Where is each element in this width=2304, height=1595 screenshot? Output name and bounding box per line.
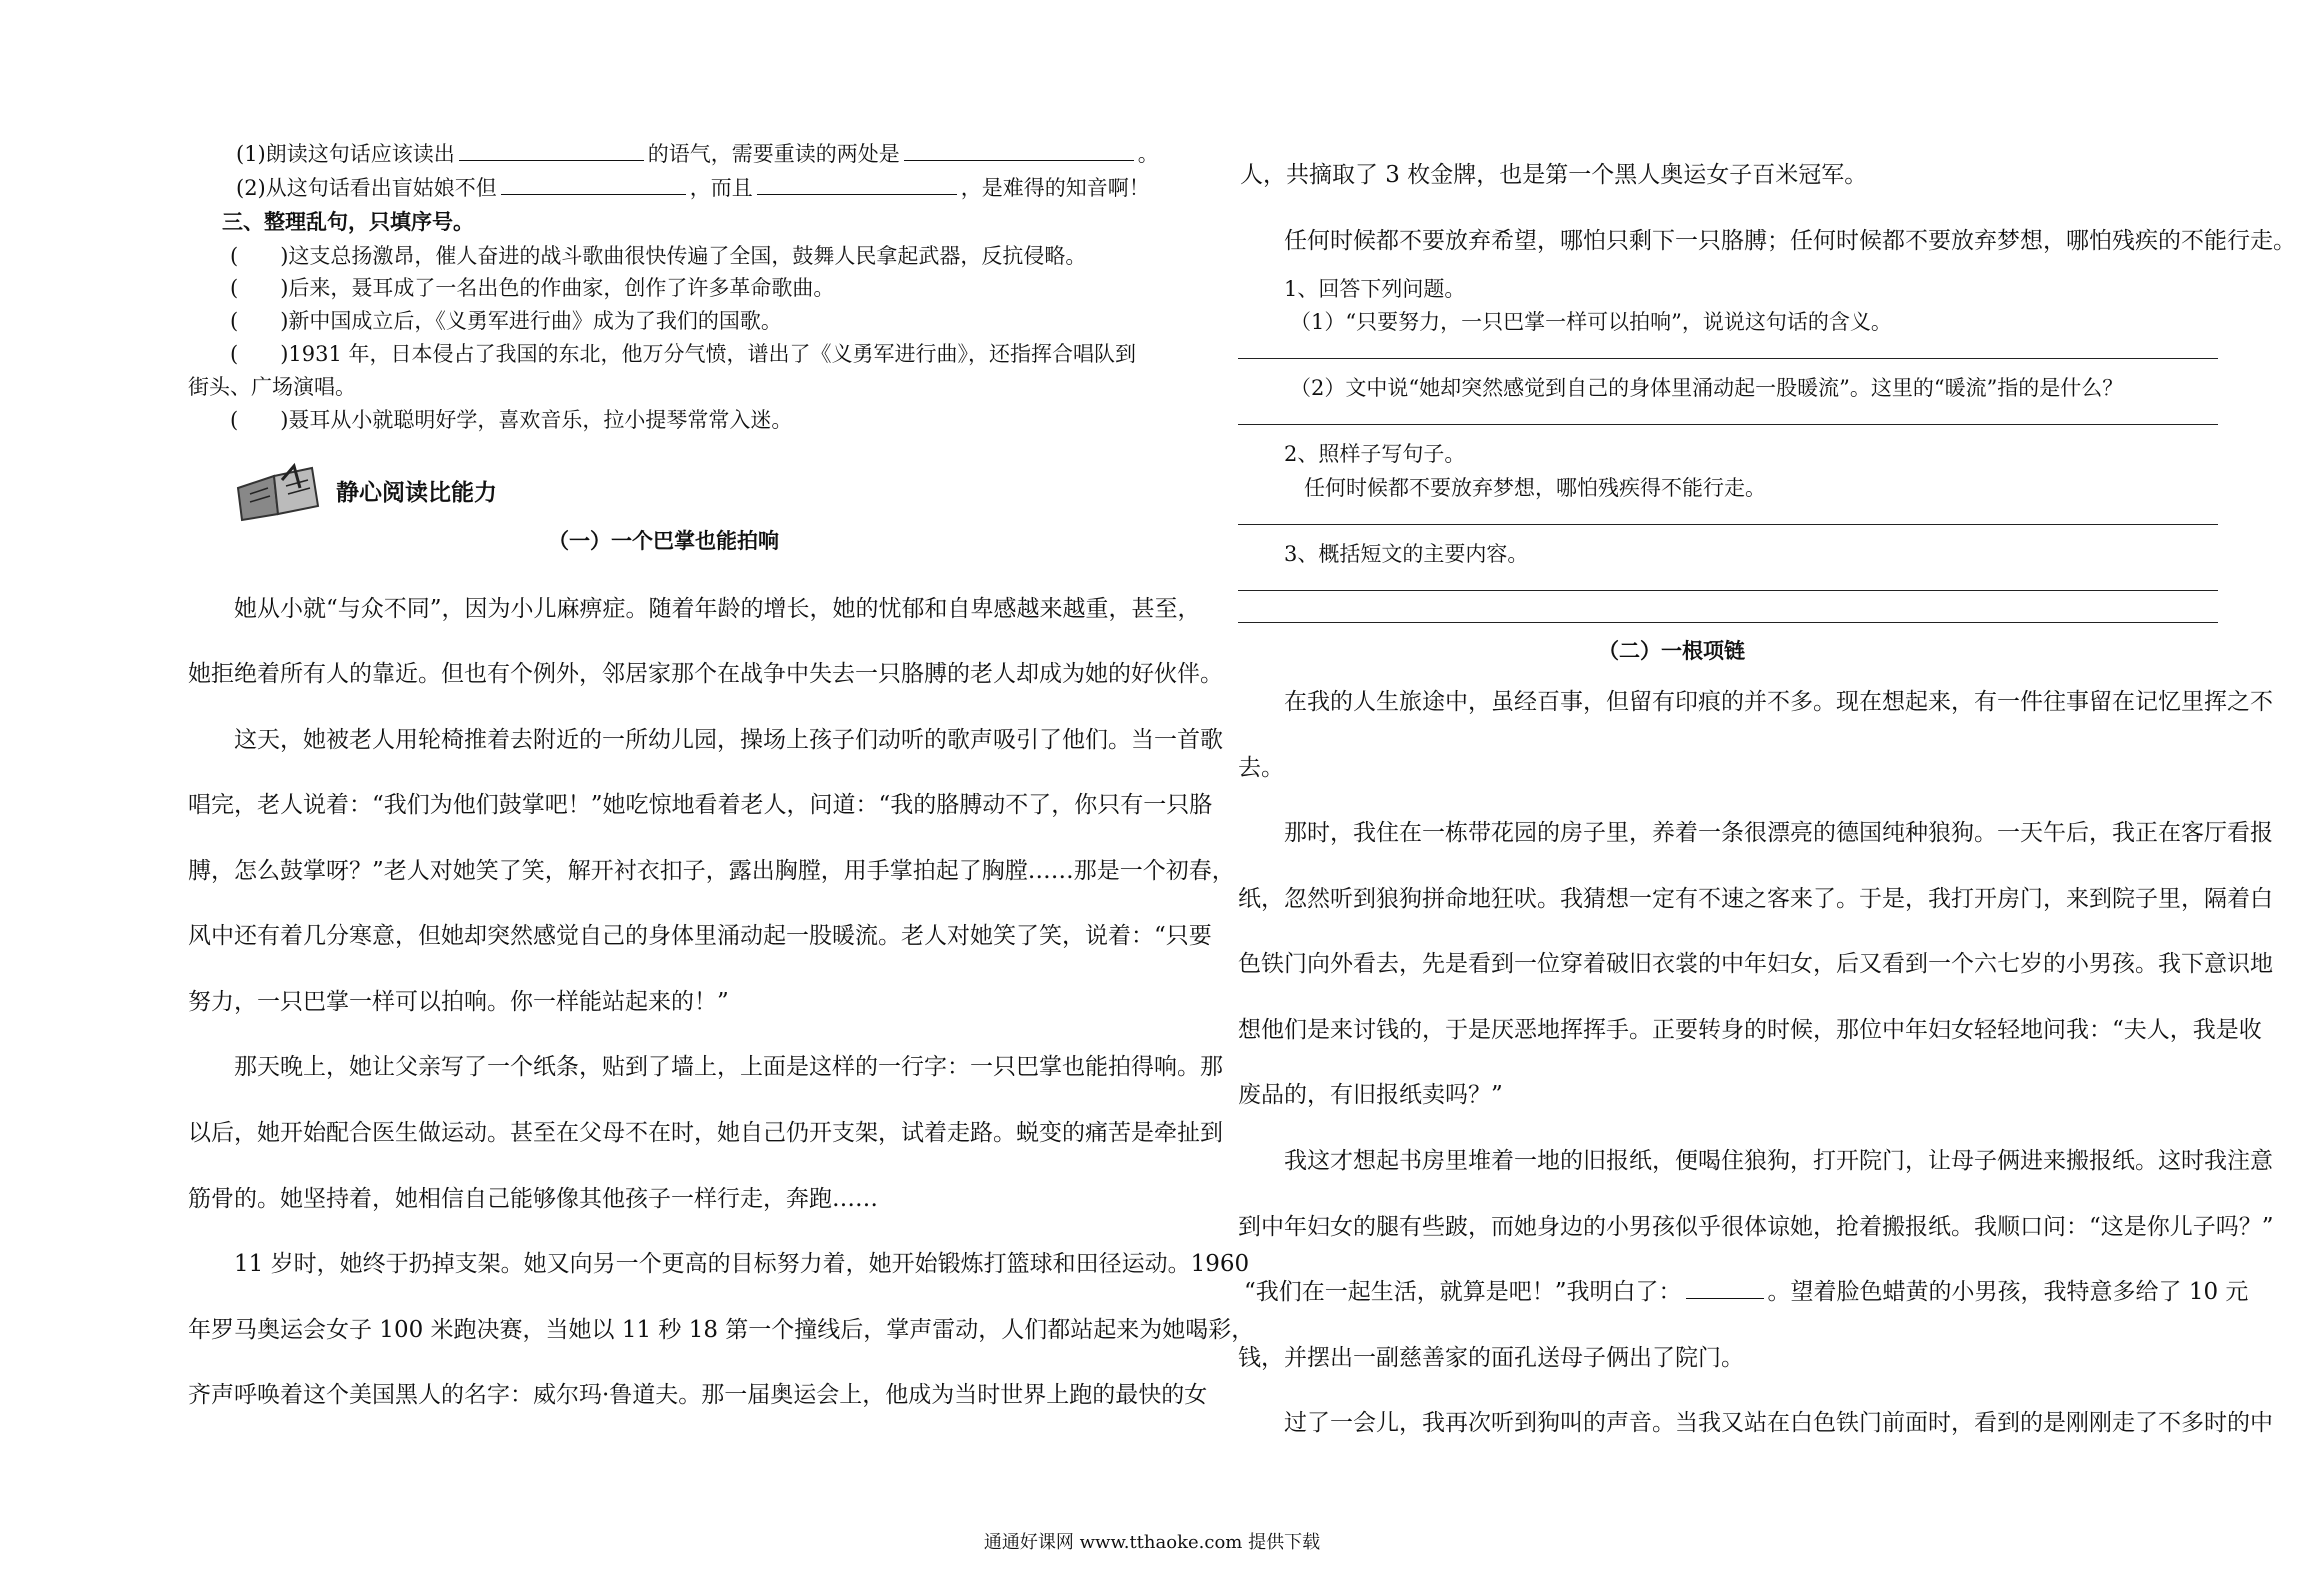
story-2-line: 那时，我住在一栋带花园的房子里，养着一条很漂亮的德国纯种狼狗。一天午后，我正在客厅看报 xyxy=(1284,820,2273,846)
story-2-line: 在我的人生旅途中，虽经百事，但留有印痕的并不多。现在想起来，有一件往事留在记忆里挥之不 xyxy=(1284,689,2273,715)
story-1-line: 那天晚上，她让父亲写了一个纸条，贴到了墙上，上面是这样的一行字：一只巴掌也能拍得响。那 xyxy=(234,1054,1223,1080)
question-text: 。 xyxy=(1137,142,1159,166)
answer-line[interactable] xyxy=(1238,424,2218,425)
order-item: ( )这支总扬激昂，催人奋进的战斗歌曲很快传遍了全国，鼓舞人民拿起武器，反抗侵略。 xyxy=(230,244,1087,268)
story-1-moral: 任何时候都不要放弃希望，哪怕只剩下一只胳膊；任何时候都不要放弃梦想，哪怕残疾的不能行走。 xyxy=(1284,228,2296,254)
question-text: ，是难得的知音啊！ xyxy=(960,176,1150,200)
story-1-line: 唱完，老人说着：“我们为他们鼓掌吧！”她吃惊地看着老人，问道：“我的胳膊动不了，你只有一只胳 xyxy=(188,792,1213,818)
story-2-text: 。望着脸色蜡黄的小男孩，我特意多给了 10 元 xyxy=(1767,1279,2249,1305)
story-1-line: 她从小就“与众不同”，因为小儿麻痹症。随着年龄的增长，她的忧郁和自卑感越来越重，甚至， xyxy=(234,596,1201,622)
answer-blank[interactable] xyxy=(1686,1278,1764,1299)
question-1 xyxy=(236,138,1159,168)
story-2-line: 纸，忽然听到狼狗拼命地狂吠。我猜想一定有不速之客来了。于是，我打开房门，来到院子里，隔着白 xyxy=(1238,886,2273,912)
section-3-title: 三、整理乱句，只填序号。 xyxy=(222,209,474,234)
story-2-line: 到中年妇女的腿有些跛，而她身边的小男孩似乎很体谅她，抢着搬报纸。我顺口问：“这是你儿子吗？” xyxy=(1238,1214,2274,1240)
story-2-line: 过了一会儿，我再次听到狗叫的声音。当我又站在白色铁门前面时，看到的是刚刚走了不多时的中 xyxy=(1284,1410,2273,1436)
reading-section-heading: 静心阅读比能力 xyxy=(336,479,497,506)
story-1-line: 她拒绝着所有人的靠近。但也有个例外，邻居家那个在战争中失去一只胳膊的老人却成为她的好伙伴。 xyxy=(188,661,1223,687)
question-1b: （2）文中说“她却突然感觉到自己的身体里涌动起一股暖流”。这里的“暖流”指的是什么？ xyxy=(1290,376,2124,400)
story-2-line: 想他们是来讨钱的，于是厌恶地挥挥手。正要转身的时候，那位中年妇女轻轻地问我：“夫人，我是收 xyxy=(1238,1017,2262,1043)
question-text: (2)从这句话看出盲姑娘不但 xyxy=(236,176,497,200)
question-2 xyxy=(236,172,1150,202)
answer-line[interactable] xyxy=(1238,590,2218,591)
question-text: ，而且 xyxy=(689,176,753,200)
story-1-line: 年罗马奥运会女子 100 米跑决赛，当她以 11 秒 18 第一个撞线后，掌声雷动，人们都站起来为她喝彩， xyxy=(188,1317,1255,1343)
story-2-title: （二）一根项链 xyxy=(1598,638,1745,663)
story-1-line: 膊，怎么鼓掌呀？”老人对她笑了笑，解开衬衣扣子，露出胸膛，用手掌拍起了胸膛……那是一个初春， xyxy=(188,858,1235,884)
answer-blank[interactable] xyxy=(501,174,686,195)
story-1-line: 齐声呼唤着这个美国黑人的名字：威尔玛·鲁道夫。那一届奥运会上，他成为当时世界上跑的最快的女 xyxy=(188,1382,1208,1408)
order-item: ( )1931 年，日本侵占了我国的东北，他万分气愤，谱出了《义勇军进行曲》，还指挥合唱队到 xyxy=(230,342,1137,366)
story-2-text: “我们在一起生活，就算是吧！”我明白了： xyxy=(1244,1279,1682,1305)
story-2-line xyxy=(1244,1273,2248,1306)
story-1-line: 努力，一只巴掌一样可以拍响。你一样能站起来的！” xyxy=(188,989,729,1015)
order-item-continuation: 街头、广场演唱。 xyxy=(188,375,356,399)
story-2-line: 色铁门向外看去，先是看到一位穿着破旧衣裳的中年妇女，后又看到一个六七岁的小男孩。我下意识地 xyxy=(1238,951,2273,977)
question-text: 的语气，需要重读的两处是 xyxy=(647,142,900,166)
question-text: (1)朗读这句话应该读出 xyxy=(236,142,455,166)
story-2-line: 钱，并摆出一副慈善家的面孔送母子俩出了院门。 xyxy=(1238,1345,1744,1371)
story-1-continuation: 人，共摘取了 3 枚金牌，也是第一个黑人奥运女子百米冠军。 xyxy=(1240,162,1868,188)
question-2-example: 任何时候都不要放弃梦想，哪怕残疾得不能行走。 xyxy=(1304,476,1766,500)
question-3-title: 3、概括短文的主要内容。 xyxy=(1284,542,1529,566)
order-item: ( )聂耳从小就聪明好学，喜欢音乐，拉小提琴常常入迷。 xyxy=(230,408,793,432)
answer-line[interactable] xyxy=(1238,622,2218,623)
question-2-title: 2、照样子写句子。 xyxy=(1284,442,1466,466)
story-2-line: 去。 xyxy=(1238,755,1284,781)
story-1-line: 这天，她被老人用轮椅推着去附近的一所幼儿园，操场上孩子们动听的歌声吸引了他们。当一首歌 xyxy=(234,727,1223,753)
answer-line[interactable] xyxy=(1238,358,2218,359)
answer-blank[interactable] xyxy=(904,140,1134,161)
story-1-line: 11 岁时，她终于扔掉支架。她又向另一个更高的目标努力着，她开始锻炼打篮球和田径运动。1960 xyxy=(234,1251,1250,1277)
order-item: ( )后来，聂耳成了一名出色的作曲家，创作了许多革命歌曲。 xyxy=(230,276,835,300)
question-1a: （1）“只要努力，一只巴掌一样可以拍响”，说说这句话的含义。 xyxy=(1290,310,1892,334)
story-1-line: 以后，她开始配合医生做运动。甚至在父母不在时，她自己仍开支架，试着走路。蜕变的痛苦是牵扯到 xyxy=(188,1120,1223,1146)
story-2-line: 我这才想起书房里堆着一地的旧报纸，便喝住狼狗，打开院门，让母子俩进来搬报纸。这时我注意 xyxy=(1284,1148,2273,1174)
story-2-line: 废品的，有旧报纸卖吗？” xyxy=(1238,1082,1503,1108)
story-1-line: 筋骨的。她坚持着，她相信自己能够像其他孩子一样行走，奔跑…… xyxy=(188,1186,878,1212)
answer-line[interactable] xyxy=(1238,524,2218,525)
order-item: ( )新中国成立后，《义勇军进行曲》成为了我们的国歌。 xyxy=(230,309,782,333)
question-1-title: 1、回答下列问题。 xyxy=(1284,277,1466,301)
open-book-icon xyxy=(234,458,322,524)
page-footer: 通通好课网 www.tthaoke.com 提供下载 xyxy=(983,1532,1321,1553)
story-1-line: 风中还有着几分寒意，但她却突然感觉自己的身体里涌动起一股暖流。老人对她笑了笑，说着：“只要 xyxy=(188,923,1212,949)
answer-blank[interactable] xyxy=(459,140,644,161)
story-1-title: （一）一个巴掌也能拍响 xyxy=(548,528,779,553)
answer-blank[interactable] xyxy=(757,174,957,195)
